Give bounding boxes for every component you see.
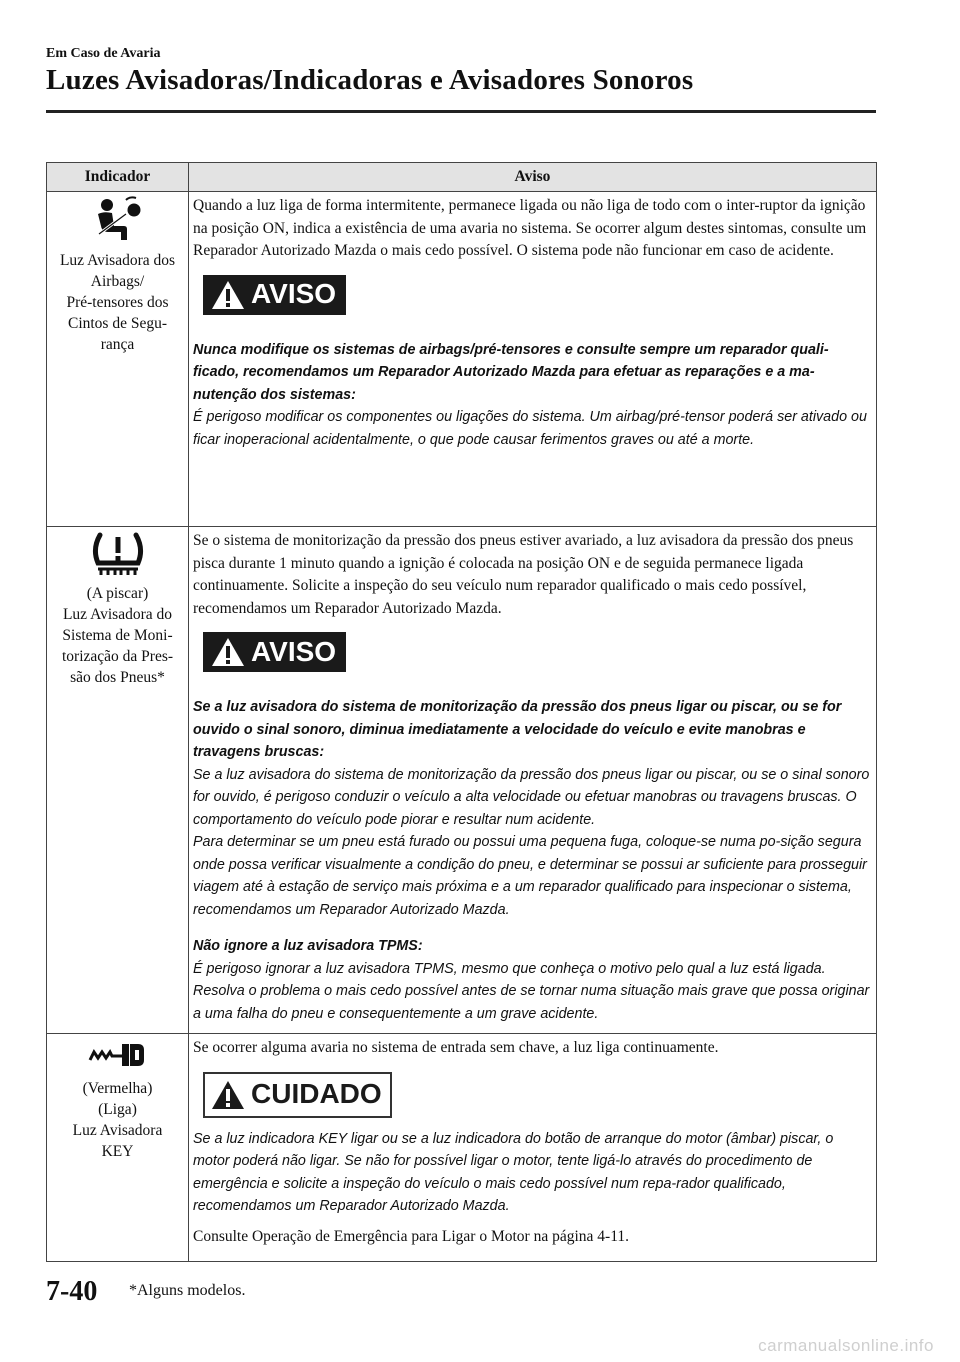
- description-text: Quando a luz liga de forma intermitente, permanece ligada ou não liga de todo com o inter-ruptor da ignição na posição ON, indica a existência de uma avaria no sistema. Se ocorrer algum destes sintomas, consulte um Reparador Autorizado Mazda o mais cedo possível. O sistema pode não funcionar em caso de acidente.: [193, 197, 867, 259]
- indicator-label-line: (A piscar): [86, 585, 149, 602]
- airbag-seatbelt-icon: [90, 196, 146, 244]
- warning-triangle-icon: [211, 637, 245, 667]
- column-header-indicador: Indicador: [47, 163, 189, 192]
- table-row: [47, 1034, 877, 1262]
- warning-body: É perigoso modificar os componentes ou ligações do sistema. Um airbag/pré-tensor poderá ser ativado ou ficar inoperacional acidentalmente, o que pode causar ferimentos graves ou até a morte.: [193, 409, 867, 448]
- indicator-table: [46, 162, 877, 1262]
- indicator-label-line: torização da Pres-: [61, 648, 174, 665]
- table-row: [47, 192, 877, 527]
- table-row: [47, 527, 877, 1034]
- aviso-cell: [189, 1034, 877, 1262]
- key-icon: [86, 1038, 150, 1072]
- indicator-label-line: são dos Pneus*: [70, 669, 165, 686]
- tire-pressure-icon: [88, 531, 148, 577]
- aviso-badge-label: AVISO: [251, 278, 337, 310]
- indicator-label-line: Luz Avisadora do: [62, 606, 173, 623]
- title-divider: [46, 110, 876, 113]
- aviso-badge: [203, 632, 346, 672]
- warning-triangle-icon: [211, 280, 245, 310]
- aviso-badge: [203, 275, 346, 315]
- column-header-aviso: Aviso: [189, 163, 877, 192]
- indicator-label-line: (Liga): [98, 1101, 137, 1118]
- indicator-label-line: Sistema de Moni-: [62, 627, 173, 644]
- warning-body: É perigoso ignorar a luz avisadora TPMS, mesmo que conheça o motivo pelo qual a luz está ligada. Resolva o problema o mais cedo possível antes de se tornar numa situação mais grave que possa originar a uma falha do pneu e consequentemente a um grave acidente.: [193, 960, 870, 1022]
- caution-triangle-icon: [211, 1080, 245, 1110]
- page-title: Luzes Avisadoras/Indicadoras e Avisadores Sonoros: [46, 64, 694, 96]
- table-header-row: [47, 163, 877, 192]
- warning-title: Não ignore a luz avisadora TPMS:: [193, 938, 423, 954]
- description-text: Se o sistema de monitorização da pressão dos pneus estiver avariado, a luz avisadora da pressão dos pneus pisca durante 1 minuto quando a ignição é colocada na posição ON e de seguida permanece ligada continuamente. Solicite a inspeção do seu veículo num reparador qualificado o mais cedo possível, recomendamos um Reparador Autorizado Mazda.: [193, 532, 854, 617]
- indicator-label-line: rança: [100, 336, 135, 353]
- indicator-label-line: KEY: [101, 1143, 134, 1160]
- indicator-label-line: Cintos de Segu-: [67, 315, 168, 332]
- indicator-label-line: Luz Avisadora dos: [59, 252, 176, 269]
- footnote: *Alguns modelos.: [129, 1282, 246, 1299]
- indicator-label-line: Airbags/: [90, 273, 145, 290]
- cuidado-badge-label: CUIDADO: [251, 1078, 382, 1110]
- section-label: Em Caso de Avaria: [46, 46, 161, 61]
- aviso-badge-label: AVISO: [251, 635, 337, 667]
- indicator-label-line: Luz Avisadora: [72, 1122, 163, 1139]
- indicator-cell: [47, 1034, 189, 1262]
- aviso-cell: [189, 192, 877, 527]
- indicator-cell: [47, 527, 189, 1034]
- indicator-label-line: (Vermelha): [82, 1080, 153, 1097]
- description-text: Se ocorrer alguma avaria no sistema de entrada sem chave, a luz liga continuamente.: [193, 1039, 719, 1056]
- indicator-label-line: Pré-tensores dos: [66, 294, 169, 311]
- cuidado-badge: [203, 1072, 392, 1118]
- warning-body: Se a luz avisadora do sistema de monitorização da pressão dos pneus ligar ou piscar, ou se o sinal sonoro for ouvido, é perigoso conduzir o veículo a alta velocidade ou efetuar manobras ou travagens bruscas. O comportamento do veículo pode piorar e resultar num acidente.: [193, 766, 870, 828]
- warning-title: Se a luz avisadora do sistema de monitorização da pressão dos pneus ligar ou piscar, ou se for ouvido o sinal sonoro, diminua imediatamente a velocidade do veículo e evite manobras e travagens bruscas:: [193, 699, 842, 760]
- aviso-cell: [189, 527, 877, 1034]
- watermark: carmanualsonline.info: [758, 1336, 934, 1355]
- warning-body: Para determinar se um pneu está furado ou possui uma pequena fuga, coloque-se numa po-sição segura onde possa verificar visualmente a condição do pneu, e determinar se possui ar suficiente para prosseguir viagem até à estação de serviço mais próxima e a um reparador qualificado para inspecionar o sistema, recomendamos um Reparador Autorizado Mazda.: [193, 834, 867, 918]
- indicator-cell: [47, 192, 189, 527]
- warning-title: Nunca modifique os sistemas de airbags/pré-tensores e consulte sempre um reparador quali-ficado, recomendamos um Reparador Autorizado Mazda para efetuar as reparações e a ma-nutenção dos sistemas:: [193, 341, 829, 403]
- page-number: 7-40: [46, 1276, 98, 1307]
- reference-text: Consulte Operação de Emergência para Ligar o Motor na página 4-11.: [193, 1227, 629, 1245]
- caution-body: Se a luz indicadora KEY ligar ou se a luz indicadora do botão de arranque do motor (âmbar) piscar, o motor poderá não ligar. Se não for possível ligar o motor, tente ligá-lo através do procedimento de emergência e solicite a inspeção do veículo o mais cedo possível num repa-rador qualificado, recomendamos um Reparador Autorizado Mazda.: [193, 1130, 834, 1214]
